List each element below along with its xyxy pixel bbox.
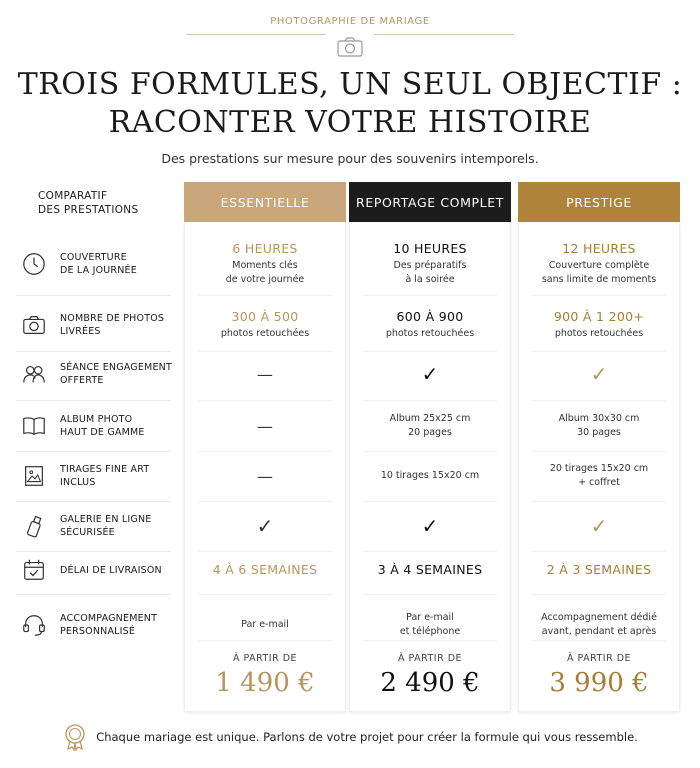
check-icon: ✓ bbox=[590, 514, 608, 538]
cell-detail: Couverture complète bbox=[548, 260, 650, 271]
row-label-2 bbox=[20, 356, 185, 392]
cell-divider bbox=[532, 351, 666, 352]
cell-detail: 20 tirages 15x20 cm bbox=[549, 463, 649, 474]
price-label: À PARTIR DE bbox=[566, 652, 632, 664]
kicker-rule-right bbox=[374, 34, 514, 35]
cell-divider bbox=[198, 295, 332, 296]
usb-icon bbox=[20, 512, 48, 540]
table-cell bbox=[518, 406, 680, 446]
table-cell bbox=[349, 406, 511, 446]
table-cell bbox=[349, 354, 511, 394]
row-divider bbox=[16, 295, 171, 296]
table-cell bbox=[518, 241, 680, 285]
cell-detail: à la soirée bbox=[405, 274, 455, 285]
table-cell bbox=[518, 550, 680, 590]
cell-value: 300 À 500 bbox=[231, 309, 299, 324]
check-icon: ✓ bbox=[590, 362, 608, 386]
table-cell bbox=[349, 550, 511, 590]
row-label-line-1: DÉLAI DE LIVRAISON bbox=[60, 564, 162, 576]
row-label-line-1: NOMBRE DE PHOTOS bbox=[60, 313, 165, 324]
row-label-text bbox=[60, 513, 151, 539]
cell-divider bbox=[532, 295, 666, 296]
cell-value: 6 HEURES bbox=[232, 241, 298, 256]
check-icon: ✓ bbox=[421, 362, 439, 386]
cell-detail: sans limite de moments bbox=[541, 274, 657, 285]
table-cell bbox=[349, 506, 511, 546]
headset-icon bbox=[20, 611, 48, 639]
cell-value: 12 HEURES bbox=[562, 241, 636, 256]
cell-detail: avant, pendant et après bbox=[541, 626, 657, 637]
cell-detail: 30 pages bbox=[577, 427, 621, 438]
row-divider bbox=[16, 400, 171, 401]
cell-divider bbox=[363, 501, 497, 502]
row-label-3 bbox=[20, 408, 185, 444]
row-label-text bbox=[60, 463, 149, 489]
price-label: À PARTIR DE bbox=[397, 652, 463, 664]
footer-text: Chaque mariage est unique. Parlons de votre projet pour créer la formule qui vous ressemble. bbox=[96, 730, 638, 744]
table-cell bbox=[518, 456, 680, 496]
table-cell bbox=[184, 406, 346, 446]
price-cell bbox=[349, 650, 511, 702]
price-value: 1 490 € bbox=[215, 667, 315, 698]
cell-divider bbox=[198, 351, 332, 352]
cell-detail: Album 30x30 cm bbox=[558, 413, 640, 424]
cell-divider bbox=[198, 451, 332, 452]
page-subtitle: Des prestations sur mesure pour des souvenirs intemporels. bbox=[161, 151, 539, 166]
table-cell bbox=[184, 305, 346, 345]
couple-icon bbox=[20, 360, 48, 388]
cell-divider bbox=[198, 594, 332, 595]
album-icon bbox=[20, 412, 48, 440]
row-label-text bbox=[60, 251, 137, 277]
row-divider bbox=[16, 351, 171, 352]
row-label-4 bbox=[20, 458, 185, 494]
cell-detail: Accompagnement dédié bbox=[541, 612, 657, 623]
cell-value: 900 À 1 200+ bbox=[553, 309, 645, 324]
table-cell bbox=[349, 305, 511, 345]
cell-divider bbox=[363, 351, 497, 352]
row-label-line-2: LIVRÉES bbox=[60, 326, 101, 337]
cell-divider bbox=[363, 400, 497, 401]
row-label-text bbox=[60, 564, 162, 577]
table-cell bbox=[184, 550, 346, 590]
table-cell bbox=[518, 605, 680, 645]
comparison-label bbox=[38, 189, 178, 217]
cell-value: 600 À 900 bbox=[396, 309, 464, 324]
row-label-line-1: TIRAGES FINE ART bbox=[60, 464, 150, 475]
cell-detail: Par e-mail bbox=[241, 619, 289, 630]
cell-detail: 10 tirages 15x20 cm bbox=[380, 470, 480, 481]
row-label-line-2: HAUT DE GAMME bbox=[60, 427, 145, 438]
row-divider bbox=[16, 594, 171, 595]
table-cell bbox=[518, 354, 680, 394]
page-title bbox=[0, 66, 700, 142]
cell-value: 10 HEURES bbox=[393, 241, 467, 256]
cell-value: 4 À 6 SEMAINES bbox=[212, 562, 318, 577]
row-label-line-2: INCLUS bbox=[60, 477, 96, 488]
cell-detail: de votre journée bbox=[225, 274, 305, 285]
row-label-line-1: GALERIE EN LIGNE bbox=[60, 514, 152, 525]
row-label-text bbox=[60, 612, 157, 638]
row-label-line-1: SÉANCE ENGAGEMENT bbox=[60, 362, 172, 373]
row-label-text bbox=[60, 361, 172, 387]
cell-divider bbox=[198, 400, 332, 401]
price-label: À PARTIR DE bbox=[232, 652, 298, 664]
row-label-line-1: COUVERTURE bbox=[60, 252, 127, 263]
kicker-rule-left bbox=[186, 34, 326, 35]
table-cell bbox=[349, 456, 511, 496]
row-label-6 bbox=[20, 552, 185, 588]
cell-detail: + coffret bbox=[578, 477, 620, 488]
cell-divider bbox=[198, 501, 332, 502]
row-label-text bbox=[60, 413, 145, 439]
cell-detail: Par e-mail bbox=[406, 612, 454, 623]
row-label-5 bbox=[20, 508, 185, 544]
camera-icon bbox=[336, 36, 364, 58]
cell-divider bbox=[363, 594, 497, 595]
cell-value: 3 À 4 SEMAINES bbox=[377, 562, 483, 577]
price-value: 2 490 € bbox=[380, 667, 480, 698]
table-cell bbox=[184, 241, 346, 285]
header-kicker-wrap bbox=[0, 16, 700, 30]
cell-detail: Des préparatifs bbox=[393, 260, 467, 271]
cell-divider bbox=[532, 400, 666, 401]
row-label-line-1: ALBUM PHOTO bbox=[60, 414, 133, 425]
dash-icon: — bbox=[257, 416, 273, 436]
row-label-7 bbox=[20, 607, 185, 643]
row-label-text bbox=[60, 312, 164, 338]
table-cell bbox=[518, 506, 680, 546]
cell-detail: photos retouchées bbox=[220, 328, 310, 339]
table-cell bbox=[349, 605, 511, 645]
cell-divider bbox=[363, 451, 497, 452]
row-label-line-2: SÉCURISÉE bbox=[60, 527, 115, 538]
cell-detail: 20 pages bbox=[408, 427, 452, 438]
header-kicker: PHOTOGRAPHIE DE MARIAGE bbox=[270, 16, 430, 27]
cell-detail: Album 25x25 cm bbox=[389, 413, 471, 424]
rosette-icon bbox=[62, 723, 88, 751]
dash-icon: — bbox=[257, 466, 273, 486]
column-header-reportage-complet: REPORTAGE COMPLET bbox=[349, 182, 511, 222]
camera-icon bbox=[20, 311, 48, 339]
cell-divider bbox=[532, 451, 666, 452]
cell-detail: et téléphone bbox=[399, 626, 461, 637]
column-header-essentielle: ESSENTIELLE bbox=[184, 182, 346, 222]
title-line-2: RACONTER VOTRE HISTOIRE bbox=[108, 105, 592, 140]
dash-icon: — bbox=[257, 364, 273, 384]
check-icon: ✓ bbox=[256, 514, 274, 538]
footer bbox=[0, 722, 700, 752]
table-cell bbox=[518, 305, 680, 345]
clock-icon bbox=[20, 250, 48, 278]
table-cell bbox=[349, 241, 511, 285]
check-icon: ✓ bbox=[421, 514, 439, 538]
row-divider bbox=[16, 501, 171, 502]
row-divider bbox=[16, 451, 171, 452]
column-header-prestige: PRESTIGE bbox=[518, 182, 680, 222]
row-label-line-2: OFFERTE bbox=[60, 375, 104, 386]
comparison-label-line-2: DES PRESTATIONS bbox=[38, 204, 139, 216]
title-line-1: TROIS FORMULES, UN SEUL OBJECTIF : bbox=[17, 67, 683, 102]
cell-value: 2 À 3 SEMAINES bbox=[546, 562, 652, 577]
cell-divider bbox=[532, 594, 666, 595]
cell-divider bbox=[532, 501, 666, 502]
row-label-line-2: DE LA JOURNÉE bbox=[60, 265, 137, 276]
table-cell bbox=[184, 456, 346, 496]
row-label-line-1: ACCOMPAGNEMENT bbox=[60, 613, 158, 624]
price-cell bbox=[518, 650, 680, 702]
print-icon bbox=[20, 462, 48, 490]
table-cell bbox=[184, 605, 346, 645]
comparison-label-line-1: COMPARATIF bbox=[38, 190, 108, 202]
cell-detail: photos retouchées bbox=[554, 328, 644, 339]
price-cell bbox=[184, 650, 346, 702]
row-label-1 bbox=[20, 307, 185, 343]
table-cell bbox=[184, 354, 346, 394]
row-label-line-2: PERSONNALISÉ bbox=[60, 626, 136, 637]
row-label-0 bbox=[20, 246, 185, 282]
cell-divider bbox=[363, 295, 497, 296]
cell-detail: Moments clés bbox=[232, 260, 298, 271]
calendar-icon bbox=[20, 556, 48, 584]
table-cell bbox=[184, 506, 346, 546]
cell-detail: photos retouchées bbox=[385, 328, 475, 339]
price-value: 3 990 € bbox=[549, 667, 649, 698]
